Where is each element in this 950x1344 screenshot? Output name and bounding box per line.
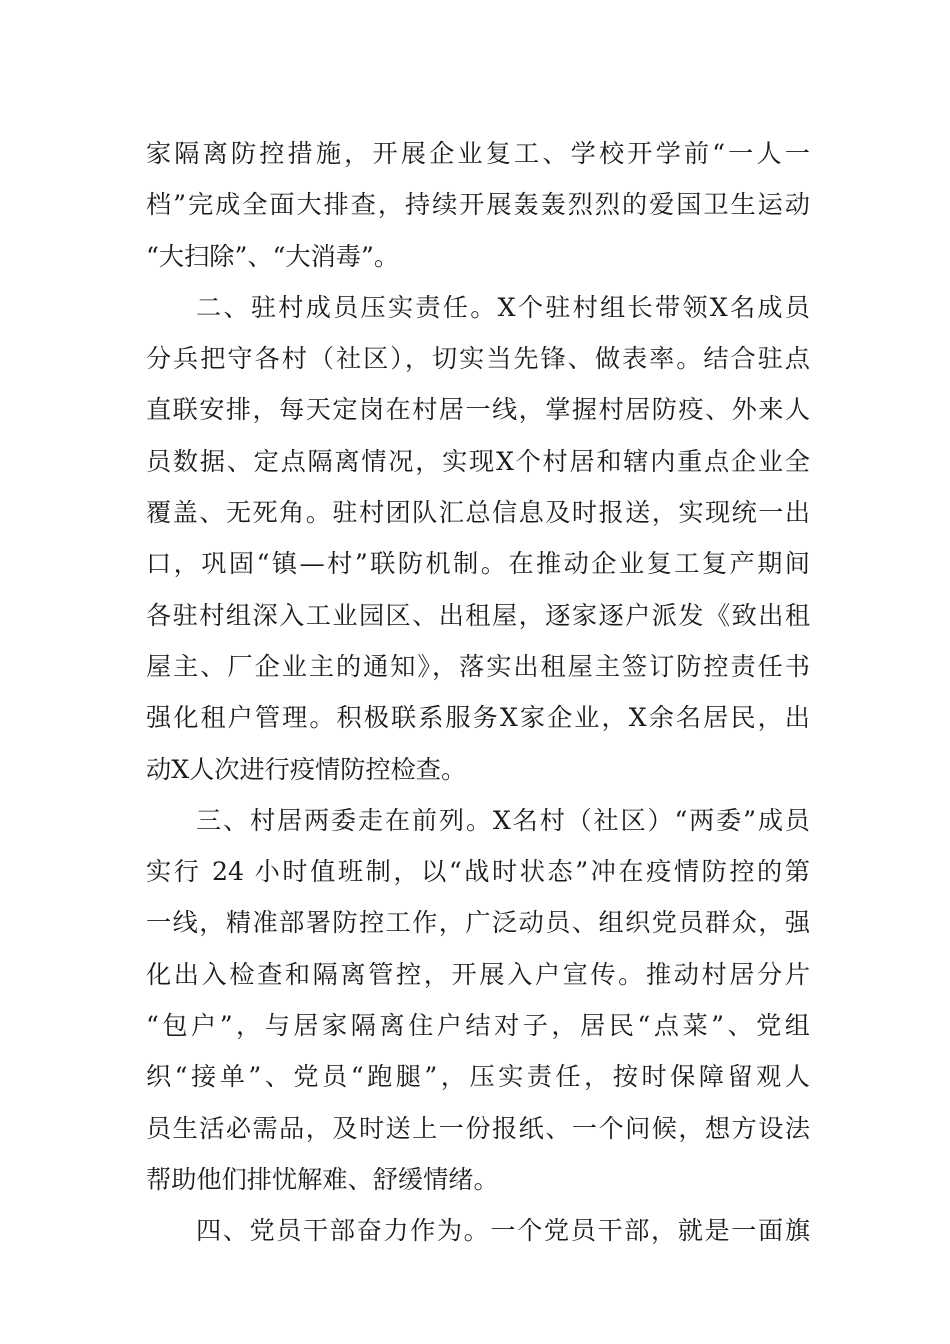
text-line: 员生活必需品，及时送上一份报纸、一个问候，想方设法	[146, 1113, 810, 1143]
text-line: 员数据、定点隔离情况，实现X个村居和辖内重点企业全	[146, 446, 810, 476]
text-line: 实行 24 小时值班制，以“战时状态”冲在疫情防控的第	[146, 857, 810, 887]
text-line: 直联安排，每天定岗在村居一线，掌握村居防疫、外来人	[146, 395, 810, 425]
text-line: 动X人次进行疫情防控检查。	[146, 754, 467, 784]
text-line: 家隔离防控措施，开展企业复工、学校开学前“一人一	[146, 139, 810, 168]
text-line: 三、村居两委走在前列。X名村（社区）“两委”成员	[196, 805, 810, 835]
body-text	[146, 128, 810, 1257]
text-line: 四、党员干部奋力作为。一个党员干部，就是一面旗	[196, 1216, 810, 1246]
text-line: 二、驻村成员压实责任。X个驻村组长带领X名成员	[196, 292, 810, 322]
text-line: 一线，精准部署防控工作，广泛动员、组织党员群众，强	[146, 908, 810, 938]
paragraph	[146, 1205, 810, 1256]
text-line: “包户”，与居家隔离住户结对子，居民“点菜”、党组	[146, 1011, 810, 1041]
text-line: 化出入检查和隔离管控，开展入户宣传。推动村居分片	[146, 959, 810, 989]
text-line: 帮助他们排忧解难、舒缓情绪。	[146, 1164, 499, 1194]
text-line: 强化租户管理。积极联系服务X家企业，X余名居民，出	[146, 703, 810, 733]
text-line: 口，巩固“镇—村”联防机制。在推动企业复工复产期间	[146, 549, 810, 579]
text-line: 覆盖、无死角。驻村团队汇总信息及时报送，实现统一出	[146, 498, 810, 528]
text-line: 档”完成全面大排查，持续开展轰轰烈烈的爱国卫生运动	[146, 190, 810, 220]
text-line: 各驻村组深入工业园区、出租屋，逐家逐户派发《致出租	[146, 600, 810, 630]
paragraph	[146, 282, 810, 795]
text-line: 织“接单”、党员“跑腿”，压实责任，按时保障留观人	[146, 1062, 810, 1092]
text-line: “大扫除”、“大消毒”。	[146, 241, 400, 271]
paragraph	[146, 128, 810, 282]
text-line: 屋主、厂企业主的通知》，落实出租屋主签订防控责任书	[146, 651, 810, 681]
paragraph	[146, 795, 810, 1205]
text-line: 分兵把守各村（社区），切实当先锋、做表率。结合驻点	[146, 344, 810, 374]
